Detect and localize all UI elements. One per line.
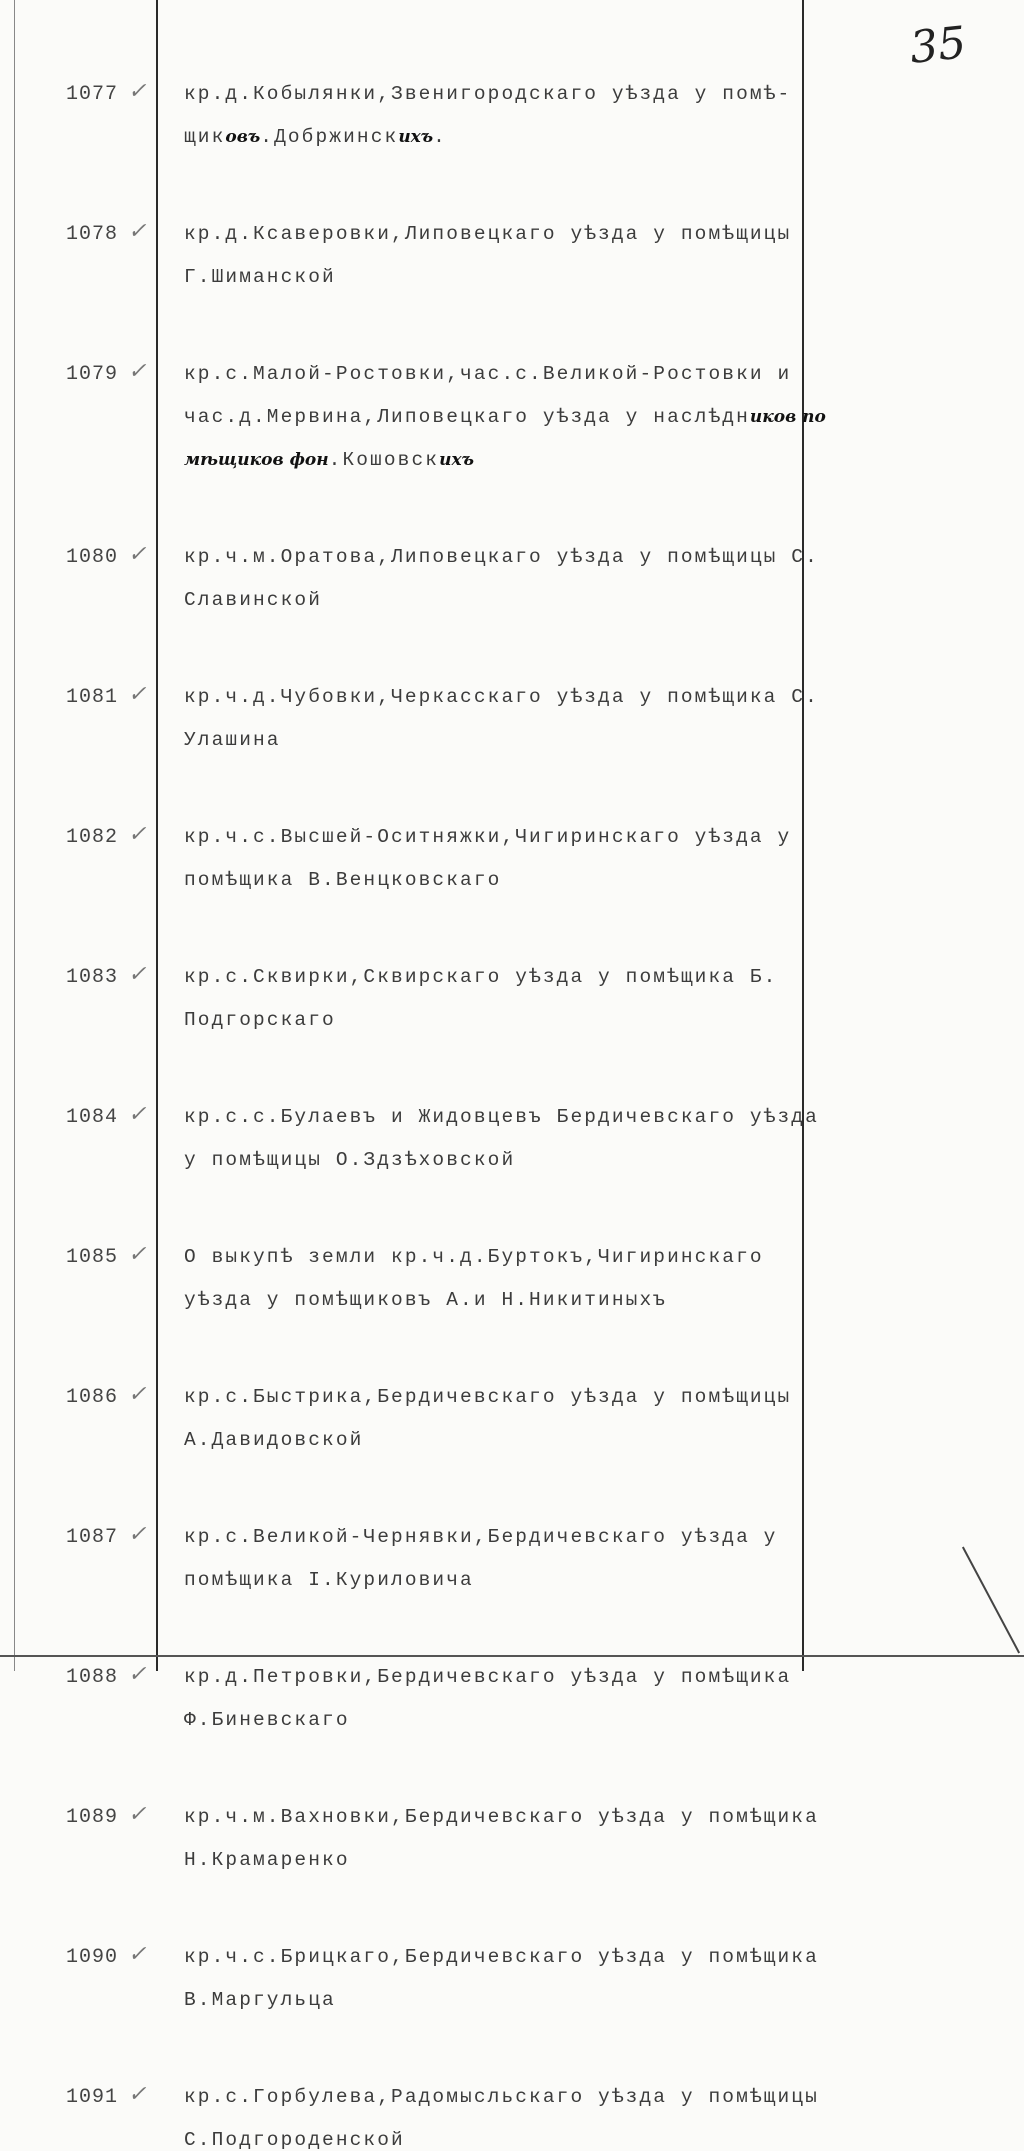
- check-mark-icon: ✓: [128, 219, 147, 244]
- typed-text: кр.с.Сквирки,Сквирскаго уѣзда у помѣщика Б.: [184, 966, 778, 988]
- typed-text: .Добржинск: [260, 126, 399, 148]
- entry-text-line: [184, 83, 791, 105]
- check-mark-icon: ✓: [128, 1802, 147, 1827]
- check-mark-icon: ✓: [128, 1522, 147, 1547]
- entry-number: 1086: [66, 1386, 119, 1409]
- page-corner-edge: [962, 1547, 1020, 1654]
- typed-text: кр.ч.с.Высшей-Оситняжки,Чигиринскаго уѣзда у: [184, 826, 792, 848]
- handwritten-insert: мѣщиков фон: [184, 450, 329, 470]
- typed-text: кр.ч.с.Брицкаго,Бердичевскаго уѣзда у помѣщика: [184, 1946, 819, 1968]
- entry-number: 1077: [66, 83, 119, 106]
- check-mark-icon: ✓: [128, 1942, 147, 1967]
- entry-text-line: [184, 1386, 791, 1408]
- entry-text-line: [184, 1946, 819, 1968]
- left-column-rule: [156, 0, 158, 1671]
- entry-text-line: [184, 2129, 405, 2151]
- typed-text: кр.д.Ксаверовки,Липовецкаго уѣзда у помѣщицы: [184, 223, 792, 245]
- entry-text-line: [184, 1526, 777, 1548]
- entry-number: 1084: [66, 1106, 119, 1129]
- check-mark-icon: ✓: [128, 542, 147, 567]
- entry-text-line: [184, 686, 819, 708]
- entry-number: 1087: [66, 1526, 119, 1549]
- check-mark-icon: ✓: [128, 1382, 147, 1407]
- entry-text-line: [184, 1009, 336, 1031]
- check-mark-icon: ✓: [128, 1662, 147, 1687]
- entry-text-line: [184, 1849, 350, 1871]
- entry-number: 1079: [66, 363, 119, 386]
- typed-text: С.Подгороденской: [184, 2129, 405, 2151]
- entry-number: 1083: [66, 966, 119, 989]
- entry-text-line: [184, 546, 819, 568]
- entry-text-line: [184, 1429, 363, 1451]
- page-bottom-edge: [0, 1655, 1024, 1657]
- typed-text: В.Маргульца: [184, 1989, 336, 2011]
- entry-number: 1085: [66, 1246, 119, 1269]
- typed-text: Н.Крамаренко: [184, 1849, 350, 1871]
- typed-text: кр.с.Горбулева,Радомысльскаго уѣзда у помѣщицы: [184, 2086, 819, 2108]
- typed-text: кр.ч.м.Вахновки,Бердичевскаго уѣзда у помѣщика: [184, 1806, 819, 1828]
- entry-number: 1082: [66, 826, 119, 849]
- check-mark-icon: ✓: [128, 2082, 147, 2107]
- typed-text: кр.с.Великой-Чернявки,Бердичевскаго уѣзда у: [184, 1526, 778, 1548]
- typed-text: помѣщика I.Куриловича: [184, 1569, 474, 1591]
- check-mark-icon: ✓: [128, 1102, 147, 1127]
- entry-text-line: [184, 1289, 667, 1311]
- typed-text: кр.с.Быстрика,Бердичевскаго уѣзда у помѣщицы: [184, 1386, 792, 1408]
- entry-text-line: [184, 589, 322, 611]
- check-mark-icon: ✓: [128, 359, 147, 384]
- typed-text: кр.ч.д.Чубовки,Черкасскаго уѣзда у помѣщика С.: [184, 686, 819, 708]
- entry-text-line: [184, 1989, 336, 2011]
- typed-text: .Кошовск: [328, 449, 440, 471]
- typed-text: Ф.Биневскаго: [184, 1709, 350, 1731]
- typed-text: уѣзда у помѣщиковъ А.и Н.Никитиныхъ: [184, 1289, 668, 1311]
- entry-text-line: [184, 1666, 791, 1688]
- typed-text: .: [433, 126, 447, 148]
- typed-text: кр.с.с.Булаевъ и Жидовцевъ Бердичевскаго уѣзда: [184, 1106, 819, 1128]
- entry-text-line: [184, 826, 791, 848]
- page-number: 35: [907, 17, 969, 74]
- check-mark-icon: ✓: [128, 822, 147, 847]
- entry-text-line: [184, 266, 336, 288]
- typed-text: кр.д.Кобылянки,Звенигородскаго уѣзда у помѣ-: [184, 83, 792, 105]
- check-mark-icon: ✓: [128, 962, 147, 987]
- entry-text-line: [184, 869, 501, 891]
- entry-number: 1090: [66, 1946, 119, 1969]
- typed-text: помѣщика В.Венцковскаго: [184, 869, 502, 891]
- entry-text-line: [184, 406, 826, 428]
- entry-number: 1091: [66, 2086, 119, 2109]
- entry-number: 1089: [66, 1806, 119, 1829]
- page-left-edge: [0, 0, 15, 1671]
- typed-text: А.Давидовской: [184, 1429, 364, 1451]
- entry-text-line: [184, 363, 791, 385]
- typed-text: кр.д.Петровки,Бердичевскаго уѣзда у помѣщика: [184, 1666, 792, 1688]
- typed-text: О выкупѣ земли кр.ч.д.Буртокъ,Чигиринскаго: [184, 1246, 764, 1268]
- entry-number: 1088: [66, 1666, 119, 1689]
- entry-text-line: [184, 126, 447, 148]
- typed-text: щик: [184, 126, 226, 148]
- entry-text-line: [184, 1569, 474, 1591]
- typed-text: кр.с.Малой-Ростовки,час.с.Великой-Ростовки и: [184, 363, 792, 385]
- typed-text: Г.Шиманской: [184, 266, 336, 288]
- entry-text-line: [184, 449, 474, 471]
- entry-number: 1081: [66, 686, 119, 709]
- entry-text-line: [184, 1246, 764, 1268]
- entry-number: 1080: [66, 546, 119, 569]
- entry-number: 1078: [66, 223, 119, 246]
- typed-text: час.д.Мервина,Липовецкаго уѣзда у наслѣдн: [184, 406, 750, 428]
- entry-text-line: [184, 2086, 819, 2108]
- entry-text-line: [184, 1106, 819, 1128]
- check-mark-icon: ✓: [128, 682, 147, 707]
- entry-text-line: [184, 223, 791, 245]
- entry-text-line: [184, 966, 777, 988]
- handwritten-insert: овъ: [225, 127, 261, 147]
- right-column-rule: [802, 0, 804, 1671]
- entry-text-line: [184, 1709, 350, 1731]
- entry-text-line: [184, 1806, 819, 1828]
- check-mark-icon: ✓: [128, 1242, 147, 1267]
- typed-text: Улашина: [184, 729, 281, 751]
- check-mark-icon: ✓: [128, 79, 147, 104]
- handwritten-insert: ихъ: [439, 450, 474, 470]
- handwritten-insert: иков по: [749, 407, 826, 427]
- typed-text: Подгорскаго: [184, 1009, 336, 1031]
- entry-text-line: [184, 729, 281, 751]
- typed-text: кр.ч.м.Оратова,Липовецкаго уѣзда у помѣщицы С.: [184, 546, 819, 568]
- typed-text: Славинской: [184, 589, 323, 611]
- entry-text-line: [184, 1149, 515, 1171]
- typed-text: у помѣщицы О.Здзѣховской: [184, 1149, 516, 1171]
- handwritten-insert: ихъ: [398, 127, 434, 147]
